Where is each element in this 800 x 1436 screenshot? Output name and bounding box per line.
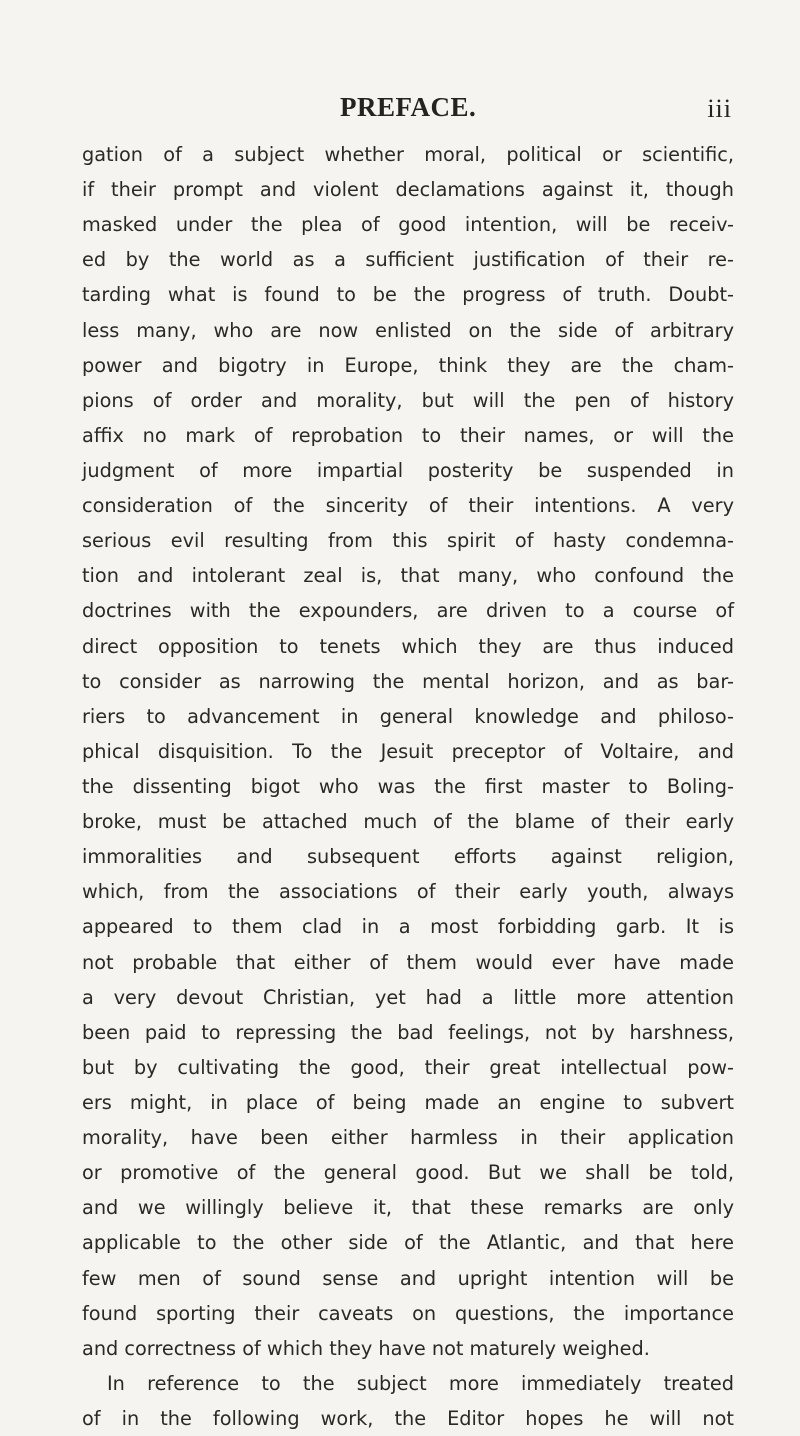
text-line: appeared to them clad in a most forbidding garb. It is [82,915,734,939]
text-line: or promotive of the general good. But we shall be told, [82,1161,734,1185]
text-line: gation of a subject whether moral, political or scientific, [82,143,734,166]
text-line: pions of order and morality, but will the pen of history [82,388,734,412]
text-line: ers might, in place of being made an engine to subvert [82,1090,734,1114]
text-line: direct opposition to tenets which they are thus induced [82,634,734,658]
text-line: of in the following work, the Editor hopes he will not [82,1406,734,1430]
text-line: the dissenting bigot who was the first master to Boling- [82,774,734,798]
text-line: masked under the plea of good intention, will be receiv- [82,213,734,237]
text-line: found sporting their caveats on questions, the importance [82,1301,734,1325]
text-line: In reference to the subject more immediately treated [107,1371,734,1395]
running-head [82,92,732,132]
text-line: phical disquisition. To the Jesuit preceptor of Voltaire, and [82,739,734,763]
text-line: serious evil resulting from this spirit of hasty condemna- [82,529,734,553]
text-line: and correctness of which they have not maturely weighed. [82,1336,650,1360]
text-line: broke, must be attached much of the blame of their early [82,810,734,834]
text-line: affix no mark of reprobation to their names, or will the [82,423,734,447]
text-line: a very devout Christian, yet had a little more attention [82,985,734,1009]
text-line: and we willingly believe it, that these remarks are only [82,1196,734,1220]
text-line: morality, have been either harmless in their application [82,1126,734,1150]
text-line: judgment of more impartial posterity be suspended in [82,458,734,482]
text-line: riers to advancement in general knowledge and philoso- [82,704,734,728]
text-line: been paid to repressing the bad feelings, not by harshness, [82,1020,734,1044]
text-line: ed by the world as a sufficient justification of their re- [82,248,734,272]
text-line: immoralities and subsequent efforts against religion, [82,845,734,869]
text-line: few men of sound sense and upright intention will be [82,1266,734,1290]
body-text [82,137,734,1436]
text-line: not probable that either of them would ever have made [82,950,734,974]
text-line: tion and intolerant zeal is, that many, who confound the [82,564,734,588]
text-line: to consider as narrowing the mental horizon, and as bar- [82,669,734,693]
text-line: applicable to the other side of the Atlantic, and that here [82,1231,734,1255]
text-line: tarding what is found to be the progress of truth. Doubt- [82,283,734,307]
text-line: less many, who are now enlisted on the side of arbitrary [82,318,734,342]
text-line: power and bigotry in Europe, think they are the cham- [82,353,734,377]
page-number: iii [707,94,732,123]
running-title: PREFACE. [340,92,477,122]
text-line: doctrines with the expounders, are driven to a course of [82,599,734,623]
text-line: but by cultivating the good, their great intellectual pow- [82,1055,734,1079]
text-line: which, from the associations of their early youth, always [82,880,734,904]
text-line: consideration of the sincerity of their intentions. A very [82,494,734,518]
text-line: if their prompt and violent declamations against it, though [82,178,734,202]
